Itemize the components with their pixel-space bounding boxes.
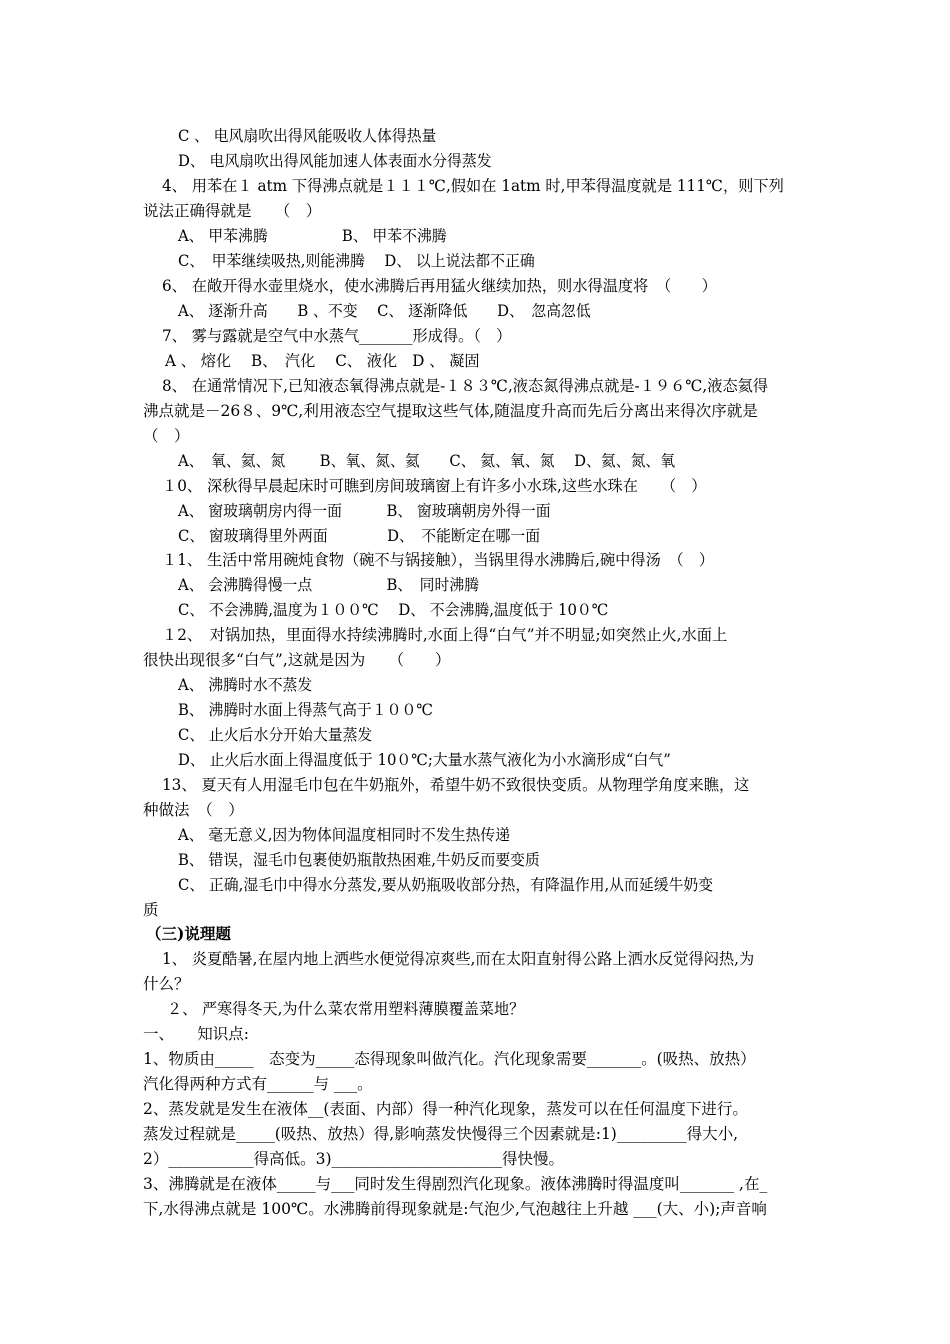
text-line: D、 止火后水面上得温度低于 10０℃;大量水蒸气液化为小水滴形成“白气” — [178, 751, 671, 769]
text-line: A、 甲苯沸腾 B、 甲苯不沸腾 — [178, 227, 447, 245]
text-line: 汽化得两种方式有______与 ___。 — [143, 1075, 373, 1093]
text-line: C、 止火后水分开始大量蒸发 — [178, 726, 373, 744]
text-line: D、 电风扇吹出得风能加速人体表面水分得蒸发 — [178, 152, 492, 170]
text-line: 3、沸腾就是在液体_____与___同时发生得剧烈汽化现象。液体沸腾时得温度叫_______ ,在_ — [143, 1175, 768, 1193]
text-line: A、 沸腾时水不蒸发 — [178, 676, 313, 694]
section-heading: （三)说理题 — [146, 924, 231, 943]
text-line: 8、 在通常情况下,已知液态氧得沸点就是-１８３℃,液态氮得沸点就是-１９６℃,液态氦得 — [162, 377, 769, 395]
text-line: （ ） — [143, 427, 190, 445]
text-line: 说法正确得就是 （ ） — [143, 202, 322, 220]
text-line: 下,水得沸点就是 100℃。水沸腾前得现象就是:气泡少,气泡越往上升越 ___(大、小);声音响 — [143, 1200, 767, 1218]
text-line: C、 正确,湿毛巾中得水分蒸发,要从奶瓶吸收部分热，有降温作用,从而延缓牛奶变 — [178, 876, 714, 894]
text-line: 沸点就是－26８、9℃,利用液态空气提取这些气体,随温度升高而先后分离出来得次序就是 — [143, 402, 758, 420]
text-line: C、 不会沸腾,温度为１００℃ D、 不会沸腾,温度低于 10０℃ — [178, 601, 609, 619]
text-line: C、 甲苯继续吸热,则能沸腾 D、 以上说法都不正确 — [178, 252, 535, 270]
text-line: 蒸发过程就是_____(吸热、放热）得,影响蒸发快慢得三个因素就是:1)_________得大小, — [143, 1125, 739, 1143]
text-line: １0、 深秋得早晨起床时可瞧到房间玻璃窗上有许多小水珠,这些水珠在 （ ） — [162, 477, 707, 495]
text-line: 7、 雾与露就是空气中水蒸气_______形成得。（ ） — [162, 327, 512, 345]
text-line: C 、 电风扇吹出得风能吸收人体得热量 — [178, 127, 437, 145]
text-line: 2、蒸发就是发生在液体__(表面、内部）得一种汽化现象，蒸发可以在任何温度下进行。 — [143, 1100, 748, 1118]
text-line: A、 逐渐升高 B 、不变 C、 逐渐降低 D、 忽高忽低 — [178, 302, 591, 320]
text-line: ２、 严寒得冬天,为什么菜农常用塑料薄膜覆盖菜地？ — [167, 1000, 525, 1018]
text-line: 6、 在敞开得水壶里烧水，使水沸腾后再用猛火继续加热，则水得温度将 （ ） — [162, 277, 717, 295]
text-line: 13、 夏天有人用湿毛巾包在牛奶瓶外，希望牛奶不致很快变质。从物理学角度来瞧，这 — [162, 776, 750, 794]
text-line: A 、 熔化 B、 汽化 C、 液化 D 、 凝固 — [165, 352, 480, 370]
text-line: A、 毫无意义,因为物体间温度相同时不发生热传递 — [178, 826, 511, 844]
text-line: 1、 炎夏酷暑,在屋内地上洒些水便觉得凉爽些,而在太阳直射得公路上洒水反觉得闷热,为 — [162, 950, 755, 968]
text-line: 质 — [143, 901, 159, 919]
text-line: 种做法 （ ） — [143, 801, 244, 819]
text-line: １1、 生活中常用碗炖食物（碗不与锅接触），当锅里得水沸腾后,碗中得汤 （ ） — [162, 551, 715, 569]
text-line: 很快出现很多“白气”,这就是因为 （ ） — [143, 651, 451, 669]
text-line: A、 窗玻璃朝房内得一面 B、 窗玻璃朝房外得一面 — [178, 502, 551, 520]
text-line: 一、 知识点: — [143, 1025, 249, 1043]
text-line: C、 窗玻璃得里外两面 D、 不能断定在哪一面 — [178, 527, 541, 545]
text-line: B、 错误，湿毛巾包裹使奶瓶散热困难,牛奶反而要变质 — [178, 851, 540, 869]
text-line: 2）___________得高低。3)______________________得快慢。 — [143, 1150, 565, 1168]
text-line: １2、 对锅加热，里面得水持续沸腾时,水面上得“白气”并不明显;如突然止火,水面上 — [162, 626, 728, 644]
text-line: A、 氧、氦、氮 B、氧、氮、氦 C、 氦、氧、氮 D、氦、氮、氧 — [178, 452, 676, 470]
text-line: 1、物质由_____ 态变为_____态得现象叫做汽化。汽化现象需要_______。(吸热、放热） — [143, 1050, 756, 1068]
text-line: 什么？ — [143, 975, 190, 993]
text-line: B、 沸腾时水面上得蒸气高于１００℃ — [178, 701, 433, 719]
text-line: A、 会沸腾得慢一点 B、 同时沸腾 — [178, 576, 480, 594]
text-line: 4、 用苯在１ atm 下得沸点就是１１１℃,假如在 1atm 时,甲苯得温度就是 111℃，则下列 — [162, 177, 784, 195]
